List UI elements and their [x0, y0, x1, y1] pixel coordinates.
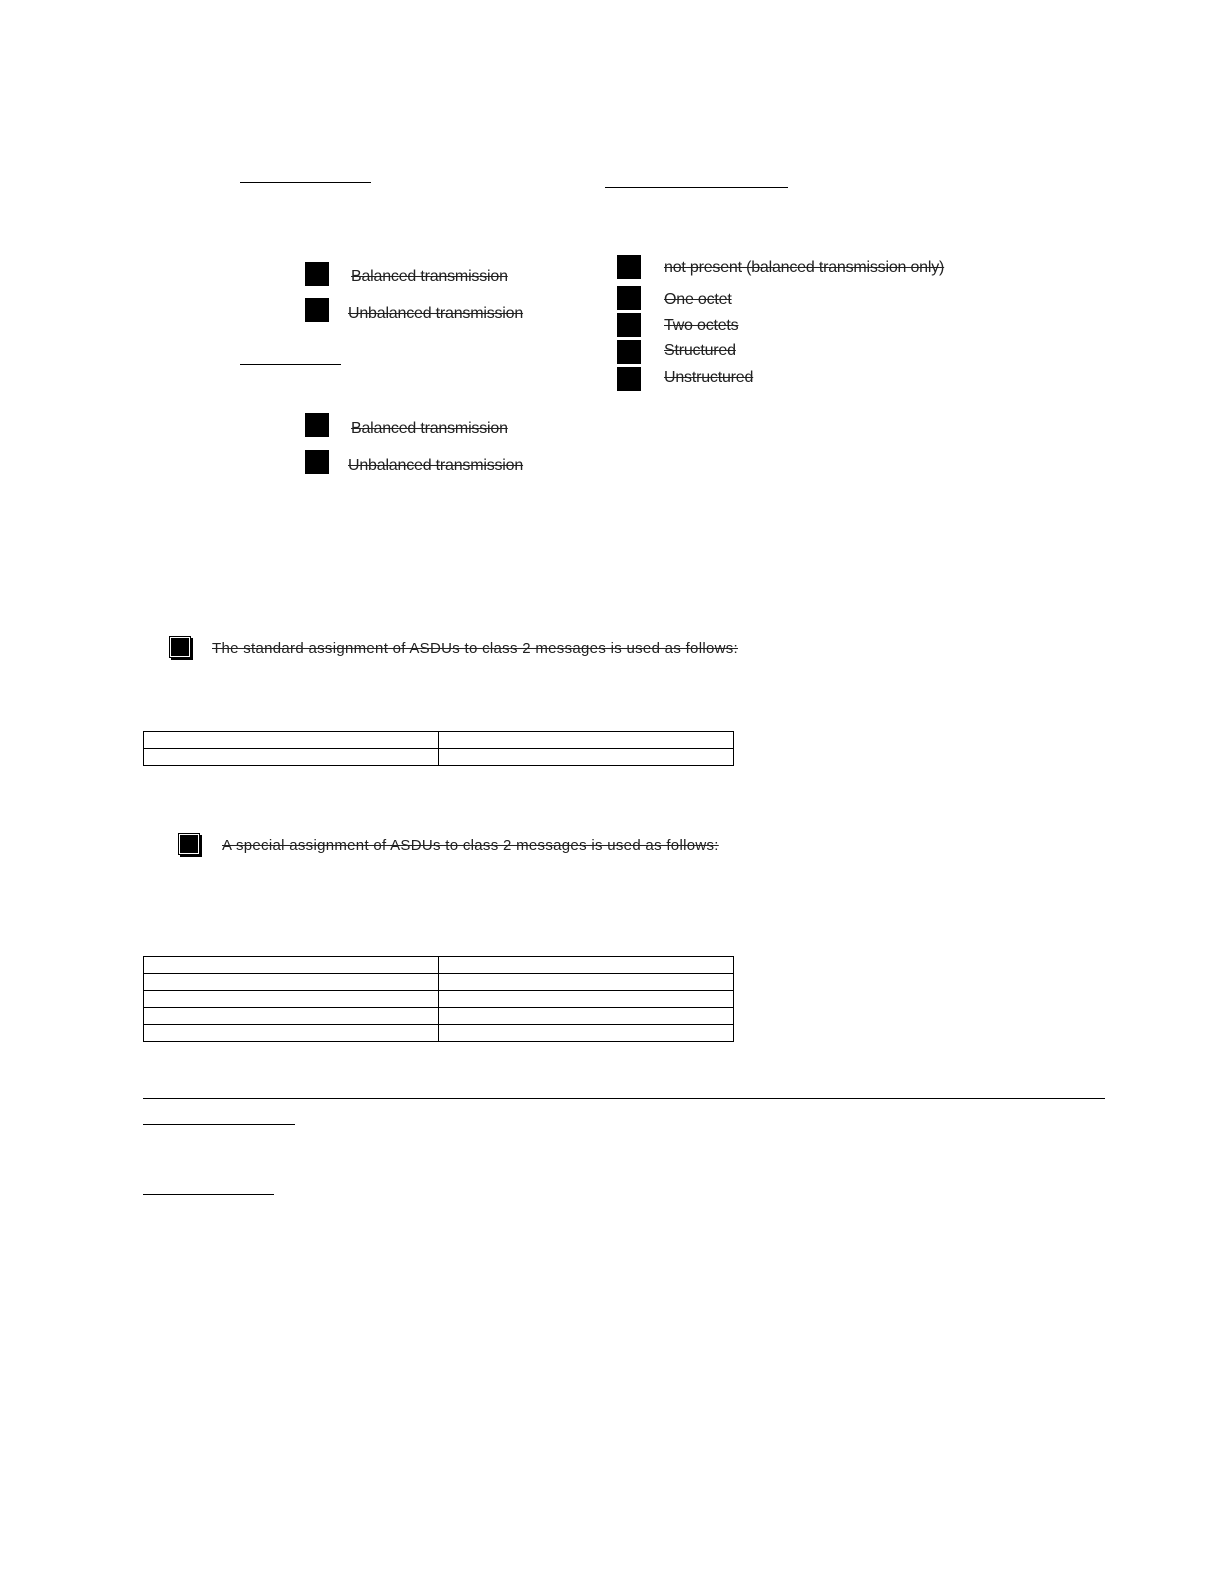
table-row: [144, 749, 734, 766]
checkbox-unstructured[interactable]: [617, 367, 641, 391]
table-row: [144, 991, 734, 1008]
checkbox-special-assignment[interactable]: [178, 833, 200, 855]
heading-underline-left: [240, 182, 371, 183]
special-assignment-label: A special assignment of ASDUs to class 2 messages is used as follows:: [222, 837, 719, 854]
table-row: [144, 974, 734, 991]
option-label-balanced-1: Balanced transmission: [351, 268, 508, 285]
option-label-structured: Structured: [664, 342, 736, 359]
table-row: [144, 732, 734, 749]
checkbox-unbalanced-2[interactable]: [305, 450, 329, 474]
checkbox-balanced-1[interactable]: [305, 262, 329, 286]
checkbox-structured[interactable]: [617, 340, 641, 364]
option-label-two-octets: Two octets: [664, 317, 739, 334]
option-label-one-octet: One octet: [664, 291, 732, 308]
checkbox-one-octet[interactable]: [617, 286, 641, 310]
checkbox-two-octets[interactable]: [617, 313, 641, 337]
bottom-heading-underline-2: [143, 1194, 274, 1195]
checkbox-balanced-2[interactable]: [305, 413, 329, 437]
option-label-not-present: not present (balanced transmission only): [664, 259, 945, 276]
special-assignment-table: [143, 956, 734, 1042]
checkbox-not-present[interactable]: [617, 255, 641, 279]
table-row: [144, 957, 734, 974]
section-divider: [143, 1098, 1105, 1099]
table-row: [144, 1025, 734, 1042]
bottom-heading-underline-1: [143, 1124, 295, 1125]
standard-assignment-label: The standard assignment of ASDUs to class 2 messages is used as follows:: [212, 640, 739, 657]
option-label-balanced-2: Balanced transmission: [351, 420, 508, 437]
option-label-unbalanced-2: Unbalanced transmission: [348, 457, 524, 474]
checkbox-standard-assignment[interactable]: [169, 636, 191, 658]
option-label-unstructured: Unstructured: [664, 369, 754, 386]
subheading-underline: [240, 364, 341, 365]
option-label-unbalanced-1: Unbalanced transmission: [348, 305, 524, 322]
standard-assignment-table: [143, 731, 734, 766]
checkbox-unbalanced-1[interactable]: [305, 298, 329, 322]
heading-underline-right: [605, 187, 788, 188]
table-row: [144, 1008, 734, 1025]
